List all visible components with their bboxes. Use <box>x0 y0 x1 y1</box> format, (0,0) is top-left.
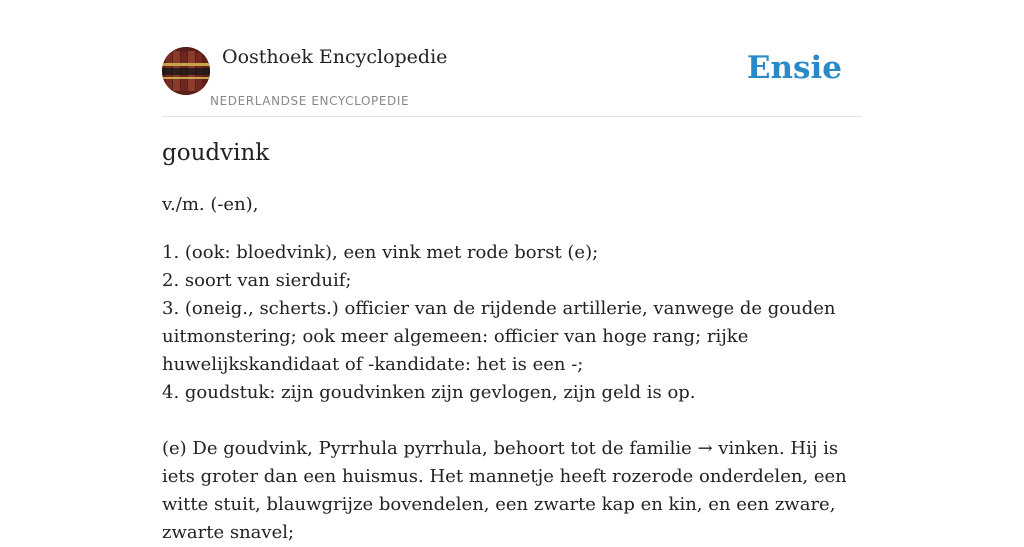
entry-title: goudvink <box>162 140 270 166</box>
brand-logo[interactable]: Ensie <box>746 50 842 86</box>
book-spines-icon[interactable] <box>162 47 210 95</box>
definition-line: 4. goudstuk: zijn goudvinken zijn gevlogen, zijn geld is op. <box>162 382 696 403</box>
site-title[interactable]: Oosthoek Encyclopedie <box>222 46 448 68</box>
site-header <box>162 46 862 117</box>
entry-grammar: v./m. (-en), <box>162 194 259 215</box>
definition-line: 1. (ook: bloedvink), een vink met rode borst (e); <box>162 242 599 263</box>
site-subtitle: NEDERLANDSE ENCYCLOPEDIE <box>210 94 410 108</box>
definition-line: 3. (oneig., scherts.) officier van de rijdende artillerie, vanwege de gouden uitmonstering; ook meer algemeen: officier van hoge rang; rijke huwelijkskandidaat of -kandidate: het is een -; <box>162 298 836 375</box>
entry-body <box>162 239 867 547</box>
definition-line: 2. soort van sierduif; <box>162 270 352 291</box>
spacer <box>162 407 867 435</box>
entry-note: (e) De goudvink, Pyrrhula pyrrhula, behoort tot de familie → vinken. Hij is iets groter dan een huismus. Het mannetje heeft rozerode onderdelen, een witte stuit, blauwgrijze bovendelen, een zwarte kap en kin, en een zware, zwarte snavel; <box>162 438 847 543</box>
